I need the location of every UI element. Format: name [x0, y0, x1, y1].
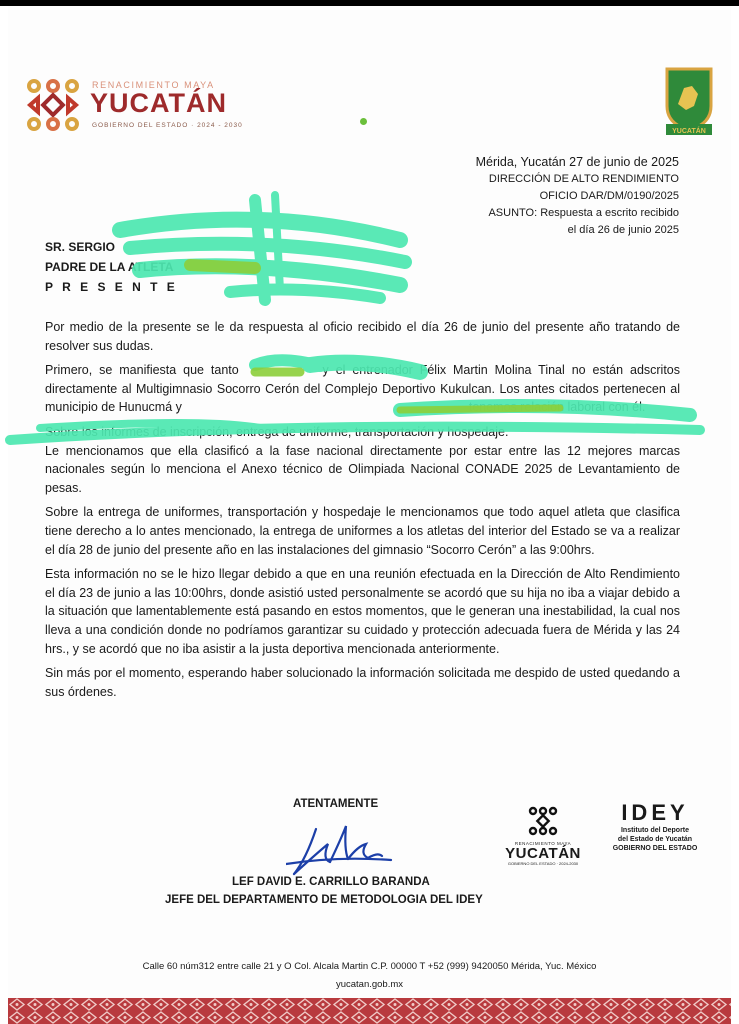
idey-logo [600, 800, 710, 853]
addressee-name: SR. SERGIO [45, 240, 116, 254]
addressee-presente: P R E S E N T E [45, 280, 178, 294]
logo-title: YUCATÁN [90, 88, 227, 118]
logo-government: GOBIERNO DEL ESTADO · 2024-2030 [507, 861, 579, 866]
subject: ASUNTO: Respuesta a escrito recibido [488, 207, 679, 219]
maya-pattern-icon [26, 78, 80, 132]
addressee-role: PADRE DE LA ATLETA [45, 260, 174, 274]
shield-label: YUCATÁN [672, 128, 706, 135]
paragraph-part: tenemos relación laboral con él. [468, 400, 646, 415]
letter-body [45, 318, 680, 707]
signer-name: LEF DAVID E. CARRILLO BARANDA [232, 876, 430, 888]
idey-title: IDEY [621, 800, 689, 825]
subject-date: el día 26 de junio 2025 [567, 224, 679, 236]
footer [0, 958, 739, 994]
footer-pattern [8, 998, 731, 1024]
paragraph: Le mencionamos que ella clasificó a la fase nacional directamente por estar entre las 12 mejores marcas nacionales según lo menciona el Anexo técnico de Olimpiada Nacional CONADE 2025 de Levantamiento de pesas. [45, 443, 680, 495]
footer-address: Calle 60 núm312 entre calle 21 y O Col. Alcala Martin C.P. 00000 T +52 (999) 9420050 Mérida, Yuc. México [142, 961, 597, 972]
mark-dot [360, 118, 367, 125]
idey-line: GOBIERNO DEL ESTADO [612, 845, 698, 852]
logo-tagline: RENACIMIENTO MAYA [92, 80, 215, 90]
department: DIRECCIÓN DE ALTO RENDIMIENTO [488, 173, 679, 185]
idey-line: del Estado de Yucatán [617, 836, 693, 843]
logo-government: GOBIERNO DEL ESTADO · 2024 - 2030 [92, 122, 243, 129]
city-date: Mérida, Yucatán 27 de junio de 2025 [475, 155, 679, 169]
logo-title: YUCATÁN [505, 845, 581, 862]
maya-pattern-icon [528, 806, 558, 836]
logo-tagline: RENACIMIENTO MAYA [514, 841, 572, 846]
paragraph [45, 361, 680, 417]
paragraph-part: Primero, se manifiesta que tanto [45, 363, 239, 378]
closing: ATENTAMENTE [293, 798, 379, 810]
handwritten-signature [286, 814, 396, 884]
paragraph: Por medio de la presente se le da respuesta al oficio recibido el día 26 de junio del presente año tratando de resolver sus dudas. [45, 320, 680, 353]
yucatan-logo-small [504, 806, 582, 866]
oficio-number: OFICIO DAR/DM/0190/2025 [539, 190, 679, 202]
paragraph [45, 423, 680, 442]
paragraph: Sin más por el momento, esperando haber solucionado la información solicitada me despido de usted quedando a sus órdenes. [45, 666, 680, 699]
addressee-block [45, 237, 178, 297]
signer-position: JEFE DEL DEPARTAMENTO DE METODOLOGIA DEL IDEY [165, 894, 483, 906]
paragraph-line: Sobre los informes de inscripción, entrega de uniforme, transportación y hospedaje. [45, 424, 509, 439]
idey-line: Instituto del Deporte [620, 827, 690, 834]
state-shield-icon [664, 66, 714, 136]
footer-website: yucatan.gob.mx [335, 979, 404, 990]
paragraph: Esta información no se le hizo llegar debido a que en una reunión efectuada en la Dirección de Alto Rendimiento el día 23 de junio a las 10:00hrs, donde asistió usted personalmente se acordó que su hija no iba a viajar debido a la situación que lamentablemente está pasando en estos momentos, que le generan una inestabilidad, la cual nos lleva a una condición donde no podríamos garantizar su cuidado y protección adecuada fuera de Mérida y las 24 hrs., y se acordó que no iba asistir a la justa deportiva mencionada anteriormente. [45, 567, 680, 656]
paragraph-part: y el entrenador Félix Martin Molina Tinal no están adscritos directamente al Multigimnasio Socorro Cerón del Complejo Deportivo Kukulcan. Los antes citados pertenecen al municipio de Hunucmá y [45, 363, 681, 415]
paragraph: Sobre la entrega de uniformes, transportación y hospedaje le mencionamos que todo aquel atleta que clasifica tiene derecho a lo antes mencionado, la entrega de uniformes a los atletas del interior del Estado se va a realizar el día 28 de junio del presente año en las instalaciones del gimnasio “Socorro Cerón” a las 9:00hrs. [45, 505, 680, 557]
letter-header-info [476, 154, 679, 239]
